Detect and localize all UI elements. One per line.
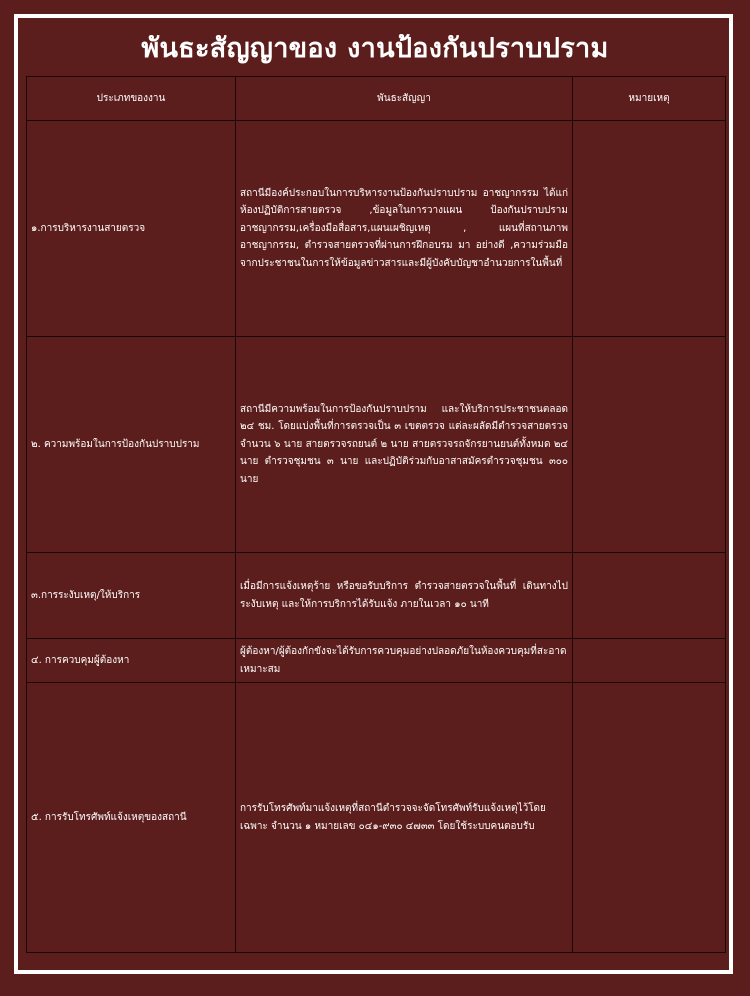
row-pledge: เมื่อมีการแจ้งเหตุร้าย หรือขอรับบริการ ตำรวจสายตรวจในพื้นที่ เดินทางไประงับเหตุ และให้การบริการได้รับแจ้ง ภายในเวลา ๑๐ นาที xyxy=(236,553,573,639)
row-type: ๓.การระงับเหตุ/ให้บริการ xyxy=(27,553,236,639)
table-row xyxy=(27,683,726,953)
row-pledge: การรับโทรศัพท์มาแจ้งเหตุที่สถานีตำรวจจะจัดโทรศัพท์รับแจ้งเหตุไว้โดยเฉพาะ จำนวน ๑ หมายเลข ๐๔๑-๙๓๐ ๔๗๓๓ โดยใช้ระบบคนตอบรับ xyxy=(236,683,573,953)
table-row xyxy=(27,553,726,639)
row-type: ๑.การบริหารงานสายตรวจ xyxy=(27,121,236,337)
row-type: ๕. การรับโทรศัพท์แจ้งเหตุของสถานี xyxy=(27,683,236,953)
page-title: พันธะสัญญาของ งานป้องกันปราบปราม xyxy=(141,33,609,64)
row-pledge: สถานีมีความพร้อมในการป้องกันปราบปราม และให้บริการประชาชนตลอด ๒๔ ชม. โดยแบ่งพื้นที่การตรวจเป็น ๓ เขตตรวจ แต่ละผลัดมีตำรวจสายตรวจ จำนวน ๖ นาย สายตรวจรถยนต์ ๒ นาย สายตรวจรถจักรยานยนต์ทั้งหมด ๒๔ นาย ตำรวจชุมชน ๓ นาย และปฏิบัติร่วมกับอาสาสมัครตำรวจชุมชน ๓๐๐ นาย xyxy=(236,337,573,553)
row-note xyxy=(573,337,726,553)
table-row xyxy=(27,337,726,553)
header-type: ประเภทของงาน xyxy=(27,77,236,121)
table-row xyxy=(27,639,726,683)
row-type: ๒. ความพร้อมในการป้องกันปราบปราม xyxy=(27,337,236,553)
row-pledge: ผู้ต้องหา/ผู้ต้องกักขังจะได้รับการควบคุมอย่างปลอดภัยในห้องควบคุมที่สะอาดเหมาะสม xyxy=(236,639,573,683)
pledge-table xyxy=(26,76,726,953)
table-row xyxy=(27,121,726,337)
header-note: หมายเหตุ xyxy=(573,77,726,121)
row-pledge: สถานีมีองค์ประกอบในการบริหารงานป้องกันปราบปราม อาชญากรรม ได้แก่ ห้องปฏิบัติการสายตรวจ ,ข้อมูลในการวางแผน ป้องกันปราบปรามอาชญากรรม,เครื่องมือสื่อสาร,แผนเผชิญเหตุ , แผนที่สถานภาพอาชญากรรม, ตำรวจสายตรวจที่ผ่านการฝึกอบรม มา อย่างดี ,ความร่วมมือจากประชาชนในการให้ข้อมูลข่าวสารและมีผู้บังคับบัญชาอำนวยการในพื้นที่ xyxy=(236,121,573,337)
row-type: ๔. การควบคุมผู้ต้องหา xyxy=(27,639,236,683)
row-note xyxy=(573,553,726,639)
header-pledge: พันธะสัญญา xyxy=(236,77,573,121)
table-header-row xyxy=(27,77,726,121)
row-note xyxy=(573,639,726,683)
row-note xyxy=(573,121,726,337)
row-note xyxy=(573,683,726,953)
